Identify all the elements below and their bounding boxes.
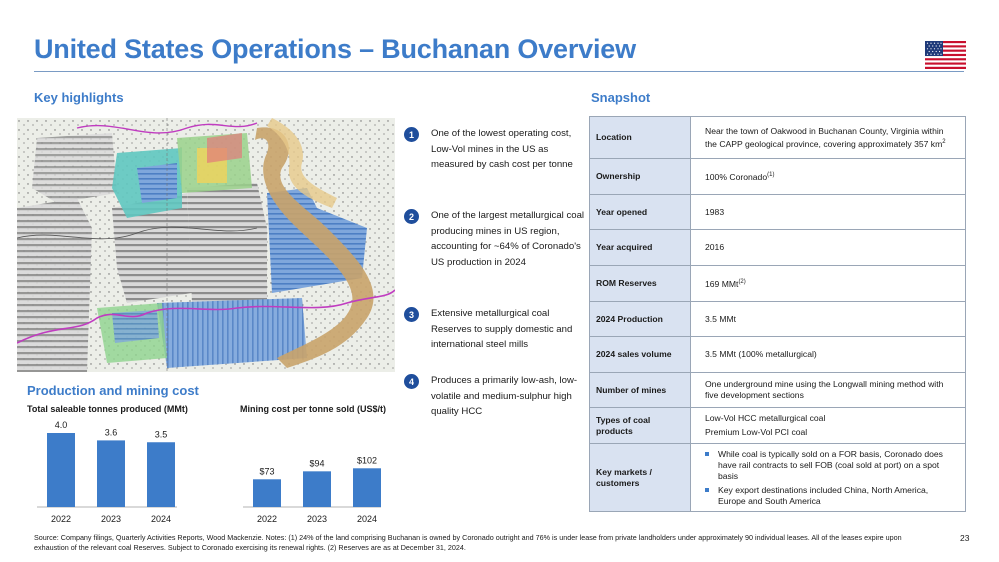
snapshot-row-number-of-mines bbox=[590, 373, 966, 408]
category-label: 2023 bbox=[306, 514, 328, 524]
category-label: 2024 bbox=[150, 514, 172, 524]
coal-type-line: Premium Low-Vol PCI coal bbox=[705, 427, 808, 437]
bar-2023 bbox=[303, 471, 331, 507]
snapshot-row-year-acquired bbox=[590, 230, 966, 266]
market-bullet: While coal is typically sold on a FOR basis, Coronado does have rail contracts to sell FOB (coal sold at port) on a spot basis bbox=[705, 449, 956, 482]
snapshot-table bbox=[589, 116, 966, 512]
market-bullet: Key export destinations included China, North America, Europe and South America bbox=[705, 485, 956, 507]
us-flag-icon bbox=[925, 41, 966, 69]
highlight-item bbox=[404, 126, 589, 173]
snapshot-key: Year acquired bbox=[590, 230, 691, 266]
category-label: 2023 bbox=[100, 514, 122, 524]
snapshot-value: Near the town of Oakwood in Buchanan County, Virginia within the CAPP geological province, covering approximately 357 $km^2$ bbox=[691, 117, 966, 159]
snapshot-value: 1983 bbox=[691, 195, 966, 230]
snapshot-row-ownership bbox=[590, 159, 966, 195]
snapshot-key: Key markets / customers bbox=[590, 444, 691, 512]
category-label: 2022 bbox=[50, 514, 72, 524]
chart-title-cost: Mining cost per tonne sold (US$/t) bbox=[240, 404, 386, 414]
category-label: 2024 bbox=[356, 514, 378, 524]
highlight-item bbox=[404, 373, 589, 420]
snapshot-row-key-markets bbox=[590, 444, 966, 512]
snapshot-key: Types of coal products bbox=[590, 408, 691, 444]
mining-cost-bar-chart bbox=[229, 415, 399, 527]
snapshot-row-sales-volume bbox=[590, 337, 966, 373]
bar-value-label: $102 bbox=[356, 455, 378, 466]
snapshot-value: One underground mine using the Longwall mining method with five development sections bbox=[691, 373, 966, 408]
bar-value-label: 3.5 bbox=[154, 429, 168, 440]
highlight-item bbox=[404, 306, 589, 353]
production-heading: Production and mining cost bbox=[27, 383, 199, 398]
bar-value-label: 4.0 bbox=[54, 420, 68, 430]
bar-value-label: 3.6 bbox=[104, 427, 118, 438]
coal-type-line: Low-Vol HCC metallurgical coal bbox=[705, 413, 826, 423]
highlight-number: 2 bbox=[404, 209, 419, 224]
highlight-item bbox=[404, 208, 589, 270]
title-divider bbox=[34, 71, 964, 72]
source-footnote: Source: Company filings, Quarterly Activities Reports, Wood Mackenzie. Notes: (1) 24% of the land comprising Buchanan is owned by Coronado outright and 76% is under lease from private landholders under approximately 90 individual leases. All of the leases expire upon exhaustion of the relevant coal Reserves. Subject to Coronado exercising its renewal rights. (2) Reserves are as at December 31, 2024. bbox=[34, 533, 902, 552]
bar-2022 bbox=[47, 433, 75, 507]
highlight-number: 4 bbox=[404, 374, 419, 389]
snapshot-key: Number of mines bbox=[590, 373, 691, 408]
bar-2022 bbox=[253, 479, 281, 507]
snapshot-key: 2024 sales volume bbox=[590, 337, 691, 373]
chart-title-tonnes: Total saleable tonnes produced (MMt) bbox=[27, 404, 188, 414]
highlight-number: 3 bbox=[404, 307, 419, 322]
snapshot-key: Location bbox=[590, 117, 691, 159]
bar-2024 bbox=[147, 442, 175, 507]
bar-2024 bbox=[353, 468, 381, 507]
snapshot-row-rom-reserves bbox=[590, 266, 966, 302]
snapshot-value: 3.5 MMt (100% metallurgical) bbox=[691, 337, 966, 373]
snapshot-value: 169 MMt$^{(2)}$ bbox=[691, 266, 966, 302]
highlight-text: Produces a primarily low-ash, low-volatile and medium-sulphur high quality HCC bbox=[431, 375, 578, 418]
snapshot-key: 2024 Production bbox=[590, 302, 691, 337]
highlight-number: 1 bbox=[404, 127, 419, 142]
snapshot-key: Ownership bbox=[590, 159, 691, 195]
buchanan-mine-map bbox=[17, 118, 395, 372]
bar-value-label: $73 bbox=[259, 466, 275, 477]
snapshot-value: 100% Coronado$^{(1)}$ bbox=[691, 159, 966, 195]
bar-value-label: $94 bbox=[309, 458, 325, 469]
snapshot-value: 2016 bbox=[691, 230, 966, 266]
snapshot-row-production bbox=[590, 302, 966, 337]
snapshot-row-location bbox=[590, 117, 966, 159]
snapshot-row-year-opened bbox=[590, 195, 966, 230]
snapshot-key: Year opened bbox=[590, 195, 691, 230]
bar-2023 bbox=[97, 440, 125, 507]
snapshot-row-coal-types bbox=[590, 408, 966, 444]
snapshot-value bbox=[691, 444, 966, 512]
snapshot-heading: Snapshot bbox=[591, 90, 651, 105]
key-highlights-heading: Key highlights bbox=[34, 90, 124, 105]
page-title: United States Operations – Buchanan Overview bbox=[34, 34, 636, 64]
page-number: 23 bbox=[960, 533, 970, 543]
category-label: 2022 bbox=[256, 514, 278, 524]
highlight-text: One of the lowest operating cost, Low-Vol mines in the US as measured by cash cost per tonne bbox=[431, 128, 573, 171]
snapshot-value: 3.5 MMt bbox=[691, 302, 966, 337]
tonnes-bar-chart bbox=[27, 415, 207, 527]
highlight-text: One of the largest metallurgical coal producing mines in US region, accounting for ~64% of Coronado's US production in 2024 bbox=[431, 210, 585, 268]
snapshot-value bbox=[691, 408, 966, 444]
snapshot-key: ROM Reserves bbox=[590, 266, 691, 302]
highlight-text: Extensive metallurgical coal Reserves to supply domestic and international steel mills bbox=[431, 308, 573, 351]
